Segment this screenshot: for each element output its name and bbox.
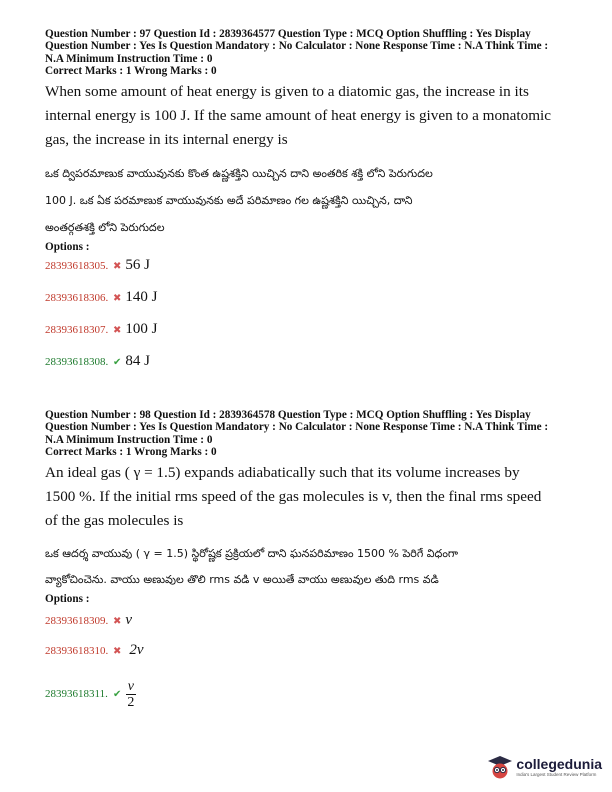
meta-line: Question Number : Yes Is Question Mandatory : No Calculator : None Response Time : N.A Think Time :	[45, 421, 549, 434]
meta-line: Question Number : 98 Question Id : 2839364578 Question Type : MCQ Option Shuffling : Yes Display	[45, 409, 531, 422]
cross-icon: ✖	[113, 293, 122, 305]
marks-line: Correct Marks : 1 Wrong Marks : 0	[45, 64, 217, 77]
text-line: When some amount of heat energy is given to a diatomic gas, the increase in its	[45, 83, 529, 101]
option-id: 28393618308.	[45, 356, 109, 369]
fraction-v-over-2	[125, 679, 136, 710]
cross-icon: ✖	[113, 325, 122, 337]
option-text: 140 J	[125, 289, 158, 306]
check-icon: ✔	[113, 357, 122, 369]
option-id: 28393618309.	[45, 615, 109, 628]
option-item	[45, 353, 575, 383]
option-id: 28393618306.	[45, 292, 109, 305]
options-label: Options :	[45, 241, 90, 254]
meta-line: Question Number : Yes Is Question Mandatory : No Calculator : None Response Time : N.A Think Time :	[45, 40, 549, 53]
logo-tagline: India's Largest Student Review Platform	[516, 771, 597, 777]
text-line: of the gas molecules is	[45, 512, 184, 530]
text-line: ఒక ఆదర్శ వాయువు ( γ = 1.5) స్థిరోష్ణక ప్రక్రియలో దాని ఘనపరిమాణం 1500 % పెరిగే విధంగా	[45, 547, 459, 561]
option-item	[45, 321, 575, 353]
meta-line: N.A Minimum Instruction Time : 0	[45, 433, 213, 446]
text-line: ఒక ద్విపరమాణుక వాయువునకు కొంత ఉష్ణశక్తిని యిచ్చిన దాని అంతరిక శక్తి లోని పెరుగుదల	[45, 167, 433, 181]
option-id: 28393618305.	[45, 260, 109, 273]
text-line: internal energy is 100 J. If the same amount of heat energy is given to a monatomic	[45, 107, 551, 125]
text-line: An ideal gas ( γ = 1.5) expands adiabatically such that its volume increases by	[45, 464, 520, 482]
option-item	[45, 676, 575, 712]
option-item	[45, 612, 575, 642]
marks-line: Correct Marks : 1 Wrong Marks : 0	[45, 446, 217, 459]
meta-line: Question Number : 97 Question Id : 2839364577 Question Type : MCQ Option Shuffling : Yes Display	[45, 28, 531, 40]
option-id: 28393618310.	[45, 645, 109, 658]
graduate-owl-icon	[487, 754, 513, 780]
option-id: 28393618311.	[45, 688, 108, 701]
option-item	[45, 289, 575, 321]
option-id: 28393618307.	[45, 324, 109, 337]
question-text-telugu	[45, 541, 575, 593]
fraction-numerator: v	[127, 678, 134, 694]
text-line: 1500 %. If the initial rms speed of the gas molecules is v, then the final rms speed	[45, 488, 542, 506]
meta-line: N.A Minimum Instruction Time : 0	[45, 52, 213, 65]
option-item	[45, 257, 575, 289]
text-line: అంతర్గతశక్తి లోని పెరుగుదల	[45, 221, 165, 235]
check-icon: ✔	[113, 688, 122, 700]
cross-icon: ✖	[113, 646, 122, 658]
text-line: 100 J. ఒక ఏక పరమాణుక వాయువునకు అదే పరిమాణం గల ఉష్ణశక్తిని యిచ్చిన, దాని	[45, 194, 413, 208]
text-line: gas, the increase in its internal energy is	[45, 131, 288, 149]
options-label: Options :	[45, 593, 90, 606]
logo-name: collegedunia	[516, 755, 602, 772]
fraction-denominator: 2	[127, 694, 135, 710]
collegedunia-logo	[487, 754, 602, 780]
option-text: 56 J	[125, 257, 150, 274]
question-text-english	[45, 80, 575, 152]
question-meta	[45, 28, 575, 77]
option-text: 84 J	[125, 353, 150, 370]
question-text-english	[45, 461, 575, 533]
cross-icon: ✖	[113, 261, 122, 273]
question-paper-page	[45, 28, 575, 712]
option-text: 2v	[129, 642, 144, 659]
question-block-98	[45, 409, 575, 712]
cross-icon: ✖	[113, 616, 122, 628]
question-block-97	[45, 28, 575, 383]
option-text: v	[125, 612, 133, 629]
question-meta	[45, 409, 575, 458]
option-text: 100 J	[125, 321, 158, 338]
question-text-telugu	[45, 160, 575, 241]
text-line: వ్యాకోచించెను. వాయు అణువుల తొలి rms వడి v అయితే వాయు అణువుల తుది rms వడి	[45, 573, 439, 587]
option-item	[45, 642, 575, 676]
